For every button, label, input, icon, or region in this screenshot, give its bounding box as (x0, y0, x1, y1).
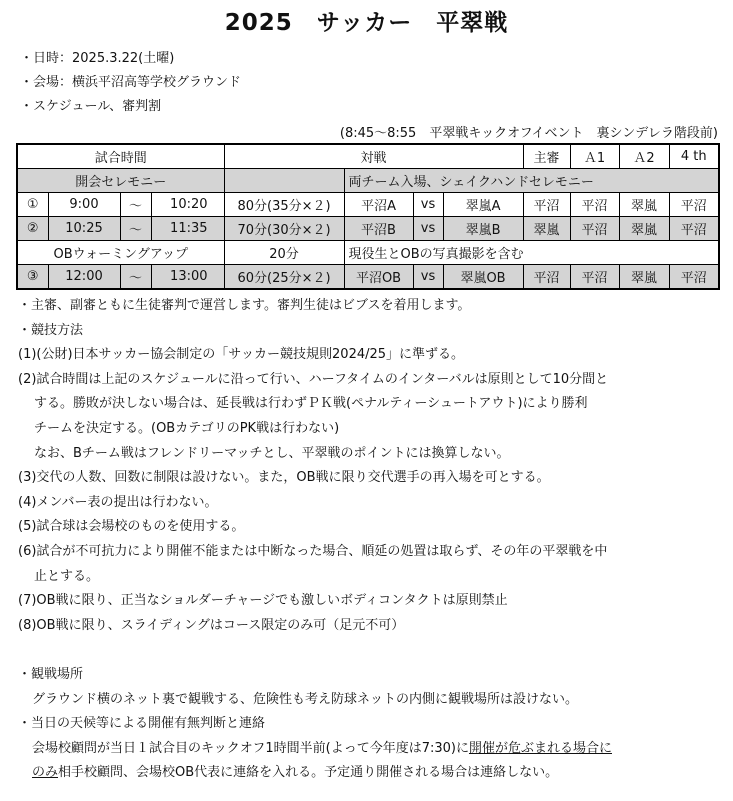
match-home: 平沼A (344, 193, 413, 217)
match-vs: vs (413, 193, 443, 217)
match-number: ① (17, 193, 48, 217)
referee-note: ・主審、副審ともに生徒審判で運営します。審判生徒はビブスを着用します。 (18, 298, 471, 313)
weather-line-1-text: 会場校顧問が当日１試合目のキックオフ1時間半前(よって今年度は7:30)に (32, 740, 469, 756)
match-a1: 平沼 (570, 217, 619, 241)
match-row (17, 217, 719, 241)
match-end: 11:35 (151, 217, 224, 241)
match-home: 平沼B (344, 217, 413, 241)
match-sep: ～ (120, 265, 151, 290)
match-number: ② (17, 217, 48, 241)
weather-line-2 (18, 761, 723, 786)
match-away: 翠嵐OB (443, 265, 523, 290)
rule-6-line-1: (6)試合が不可抗力により開催不能または中断なった場合、順延の処置は取らず、その年の平翠戦を中 (18, 543, 608, 559)
rule-5: (5)試合球は会場校のものを使用する。 (18, 519, 245, 535)
match-a1: 平沼 (570, 265, 619, 290)
match-row (17, 265, 719, 290)
rule-2-line-2: する。勝敗が決しない場合は、延長戦は行わずＰＫ戦(ペナルティーシュートアウト)により勝利 (34, 396, 588, 412)
notes-section (18, 294, 723, 786)
match-away: 翠嵐A (443, 193, 523, 217)
ob-warmup-desc: 現役生とOBの写真撮影を含む (344, 241, 719, 265)
rules-heading: ・競技方法 (18, 322, 84, 338)
opening-ceremony-label: 開会セレモニー (17, 169, 224, 193)
match-referee: 平沼 (523, 193, 570, 217)
match-a1: 平沼 (570, 193, 619, 217)
event-date: ・日時：2025.3.22(土曜) (20, 51, 175, 66)
match-row (17, 193, 719, 217)
ob-warmup-row (17, 241, 719, 265)
opening-ceremony-duration (224, 169, 344, 193)
rule-6-line-2: 止とする。 (34, 568, 100, 584)
match-referee: 平沼 (523, 265, 570, 290)
match-fourth: 平沼 (669, 193, 719, 217)
spectator-heading: ・観戦場所 (18, 666, 84, 682)
rule-4: (4)メンバー表の提出は行わない。 (18, 494, 218, 510)
rule-8: (8)OB戦に限り、スライディングはコース限定のみ可（足元不可） (18, 617, 405, 633)
match-referee: 翠嵐 (523, 217, 570, 241)
match-start: 10:25 (48, 217, 120, 241)
match-end: 13:00 (151, 265, 224, 290)
match-vs: vs (413, 217, 443, 241)
match-vs: vs (413, 265, 443, 290)
table-header-row (17, 144, 719, 169)
ob-warmup-duration: 20分 (224, 241, 344, 265)
weather-line-2-text: 相手校顧問、会場校OB代表に連絡を入れる。予定通り開催される場合は連絡しない。 (58, 765, 559, 781)
schedule-heading: ・スケジュール、審判割 (20, 99, 162, 114)
match-end: 10:20 (151, 193, 224, 217)
match-home: 平沼OB (344, 265, 413, 290)
header-match: 対戦 (224, 144, 523, 169)
blank-line (18, 638, 723, 663)
rule-2-line-1: (2)試合時間は上記のスケジュールに沿って行い、ハーフタイムのインターバルは原則として10分間と (18, 371, 609, 387)
kickoff-event-note: (8:45～8:55 平翠戦キックオフイベント 裏シンデレラ階段前) (339, 126, 718, 141)
match-a2: 翠嵐 (619, 265, 669, 290)
header-fourth: 4 th (669, 144, 719, 169)
match-number: ③ (17, 265, 48, 290)
weather-line-1 (18, 737, 723, 762)
match-sep: ～ (120, 193, 151, 217)
match-a2: 翠嵐 (619, 217, 669, 241)
match-fourth: 平沼 (669, 217, 719, 241)
match-away: 翠嵐B (443, 217, 523, 241)
spectator-text: グラウンド横のネット裏で観戦する、危険性も考え防球ネットの内側に観戦場所は設けない。 (32, 691, 579, 707)
header-time: 試合時間 (17, 144, 224, 169)
match-duration: 60分(25分×２) (224, 265, 344, 290)
opening-ceremony-row (17, 169, 719, 193)
match-duration: 80分(35分×２) (224, 193, 344, 217)
rule-3: (3)交代の人数、回数に制限は設けない。また，OB戦に限り交代選手の再入場を可とする。 (18, 470, 550, 486)
header-a1: Ａ1 (570, 144, 619, 169)
header-referee: 主審 (523, 144, 570, 169)
event-venue: ・会場：横浜平沼高等学校グラウンド (20, 75, 242, 90)
opening-ceremony-desc: 両チーム入場、シェイクハンドセレモニー (344, 169, 719, 193)
rule-2-line-3: チームを決定する。(OBカテゴリのPK戦は行わない) (34, 420, 340, 436)
rule-7: (7)OB戦に限り、正当なショルダーチャージでも激しいボディコンタクトは原則禁止 (18, 593, 508, 609)
header-a2: Ａ2 (619, 144, 669, 169)
match-a2: 翠嵐 (619, 193, 669, 217)
weather-line-2-underlined: のみ (32, 765, 59, 781)
weather-heading: ・当日の天候等による開催有無判断と連絡 (18, 716, 266, 732)
match-fourth: 平沼 (669, 265, 719, 290)
schedule-table (16, 143, 720, 290)
match-sep: ～ (120, 217, 151, 241)
rule-2-line-4: なお、Bチーム戦はフレンドリーマッチとし、平翠戦のポイントには換算しない。 (34, 445, 510, 461)
match-start: 12:00 (48, 265, 120, 290)
rule-1: (1)(公財)日本サッカー協会制定の「サッカー競技規則2024/25」に準ずる。 (18, 347, 465, 363)
page-title: 2025 サッカー 平翠戦 (224, 10, 509, 36)
match-start: 9:00 (48, 193, 120, 217)
weather-line-1-underlined: 開催が危ぶまれる場合に (468, 740, 612, 756)
ob-warmup-label: OBウォーミングアップ (17, 241, 224, 265)
match-duration: 70分(30分×２) (224, 217, 344, 241)
